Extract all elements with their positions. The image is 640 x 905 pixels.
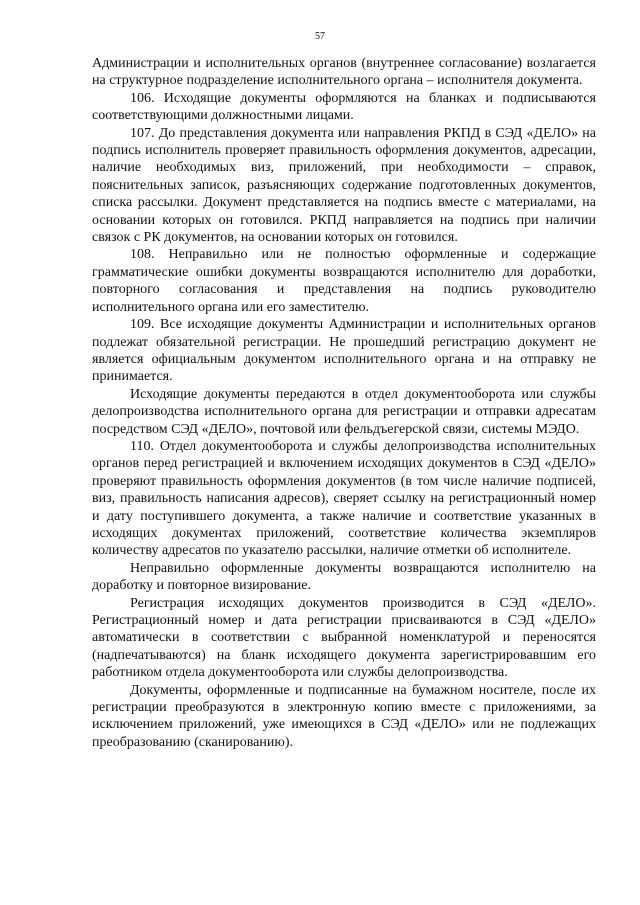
- paragraph-109: 109. Все исходящие документы Администрации и исполнительных органов подлежат обязательной регистрации. Не прошедший регистрацию документ не является официальным документом исполнительного органа и на отправку не принимается.: [92, 317, 596, 385]
- paragraph: Документы, оформленные и подписанные на бумажном носителе, после их регистрации преобразуются в электронную копию вместе с приложениями, за исключением приложений, уже имеющихся в СЭД «ДЕЛО» или не подлежащих преобразованию (сканированию).: [92, 682, 596, 750]
- paragraph-108: 108. Неправильно или не полностью оформленные и содержащие грамматические ошибки документы возвращаются исполнителю для доработки, повторного согласования и представления на подпись руководителю исполнительного органа или его заместителю.: [92, 247, 596, 315]
- paragraph: Неправильно оформленные документы возвращаются исполнителю на доработку и повторное визирование.: [92, 560, 596, 594]
- paragraph: Администрации и исполнительных органов (внутреннее согласование) возлагается на структурное подразделение исполнительного органа – исполнителя документа.: [92, 56, 596, 89]
- page-number: 57: [315, 31, 325, 42]
- paragraph-110: 110. Отдел документооборота и службы делопроизводства исполнительных органов перед регистрацией и включением исходящих документов в СЭД «ДЕЛО» проверяют правильность оформления документов (в том числе наличие подписей, виз, правильность написания адресов), сверяет ссылку на регистрационный номер и дату поступившего документа, а также наличие и соответствие указанных в исходящих документах приложений, соответствие количества экземпляров количеству адресатов по указателю рассылки, наличие отметки об исполнителе.: [92, 438, 596, 559]
- paragraph: Регистрация исходящих документов производится в СЭД «ДЕЛО». Регистрационный номер и дата регистрации присваиваются в СЭД «ДЕЛО» автоматически в соответствии с выбранной номенклатурой и переносятся (надпечатываются) на бланк исходящего документа зарегистрировавшим его работником отдела документооборота или службы делопроизводства.: [92, 595, 596, 681]
- paragraph-106: 106. Исходящие документы оформляются на бланках и подписываются соответствующими должностными лицами.: [92, 90, 596, 124]
- paragraph: Исходящие документы передаются в отдел документооборота или службы делопроизводства исполнительного органа для регистрации и отправки адресатам посредством СЭД «ДЕЛО», почтовой или фельдъегерской связи, системы МЭДО.: [92, 386, 596, 437]
- document-body: [92, 55, 596, 751]
- paragraph-107: 107. До представления документа или направления РКПД в СЭД «ДЕЛО» на подпись исполнитель проверяет правильность оформления документов, адресации, наличие необходимых виз, приложений, при необходимости – справок, пояснительных записок, разъясняющих содержание подготовленных документов, списка рассылки. Документ представляется на подпись вместе с материалами, на основании которых он готовился. РКПД направляется на подпись при наличии связок с РК документов, на основании которых он готовился.: [92, 125, 596, 246]
